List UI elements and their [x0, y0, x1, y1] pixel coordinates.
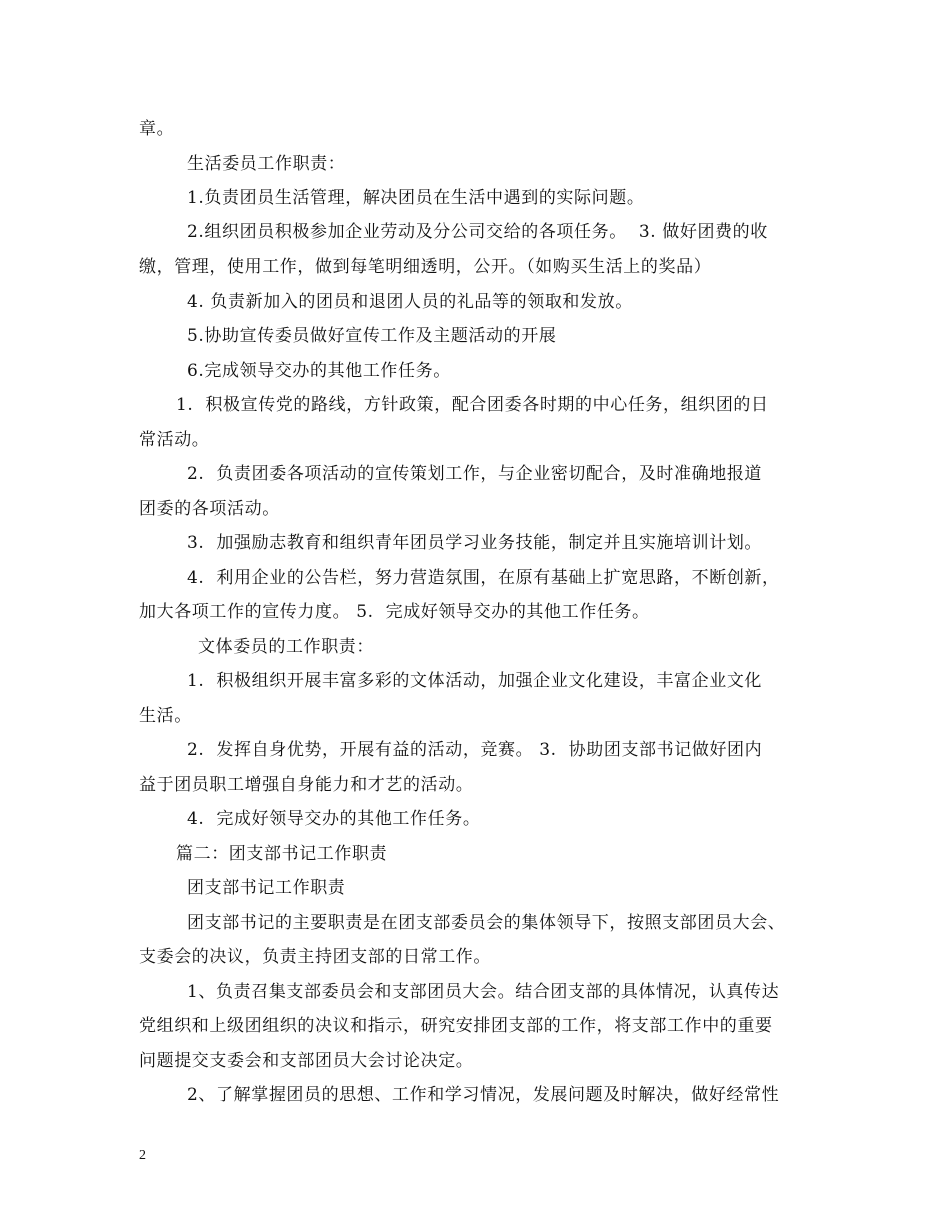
text-line: 2、了解掌握团员的思想、工作和学习情况，发展问题及时解决，做好经常性	[187, 1085, 780, 1105]
text-line: 缴，管理，使用工作，做到每笔明细透明，公开。（如购买生活上的奖品）	[139, 257, 712, 277]
text-line: 常活动。	[139, 430, 210, 450]
text-line: 问题提交支委会和支部团员大会讨论决定。	[139, 1051, 474, 1071]
text-line: 章。	[139, 119, 175, 139]
text-line: 1、负责召集支部委员会和支部团员大会。结合团支部的具体情况，认真传达	[187, 982, 780, 1002]
text-line: 4. 负责新加入的团员和退团人员的礼品等的领取和发放。	[187, 292, 633, 312]
text-line: 3. 加强励志教育和组织青年团员学习业务技能，制定并且实施培训计划。	[187, 533, 763, 553]
text-line: 团支部书记的主要职责是在团支部委员会的集体领导下，按照支部团员大会、	[187, 913, 786, 933]
text-line: 4. 完成好领导交办的其他工作任务。	[187, 809, 481, 829]
section-heading: 团支部书记工作职责	[187, 878, 346, 898]
section-heading: 文体委员的工作职责：	[198, 637, 374, 657]
text-line: 5.协助宣传委员做好宣传工作及主题活动的开展	[187, 326, 557, 346]
text-line: 团委的各项活动。	[139, 499, 280, 519]
text-line: 4. 利用企业的公告栏，努力营造氛围，在原有基础上扩宽思路，不断创新，	[187, 568, 780, 588]
text-line: 加大各项工作的宣传力度。 5. 完成好领导交办的其他工作任务。	[139, 602, 650, 622]
text-line: 益于团员职工增强自身能力和才艺的活动。	[139, 775, 474, 795]
text-line: 1.负责团员生活管理，解决团员在生活中遇到的实际问题。	[187, 188, 645, 208]
text-line: 生活。	[139, 706, 192, 726]
section-heading: 生活委员工作职责：	[187, 154, 346, 174]
text-line: 党组织和上级团组织的决议和指示，研究安排团支部的工作，将支部工作中的重要	[139, 1016, 773, 1036]
text-line: 1. 积极宣传党的路线，方针政策，配合团委各时期的中心任务，组织团的日	[176, 395, 769, 415]
text-line: 6.完成领导交办的其他工作任务。	[187, 361, 451, 381]
page-number: 2	[139, 1148, 146, 1163]
text-line: 支委会的决议，负责主持团支部的日常工作。	[139, 947, 491, 967]
text-line: 2. 负责团委各项活动的宣传策划工作，与企业密切配合，及时准确地报道	[187, 464, 763, 484]
text-line: 2.组织团员积极参加企业劳动及分公司交给的各项任务。 3. 做好团费的收	[187, 222, 768, 242]
section-heading: 篇二：团支部书记工作职责	[176, 844, 388, 864]
text-line: 2. 发挥自身优势，开展有益的活动，竞赛。 3. 协助团支部书记做好团内	[187, 740, 763, 760]
text-line: 1. 积极组织开展丰富多彩的文体活动，加强企业文化建设，丰富企业文化	[187, 671, 763, 691]
